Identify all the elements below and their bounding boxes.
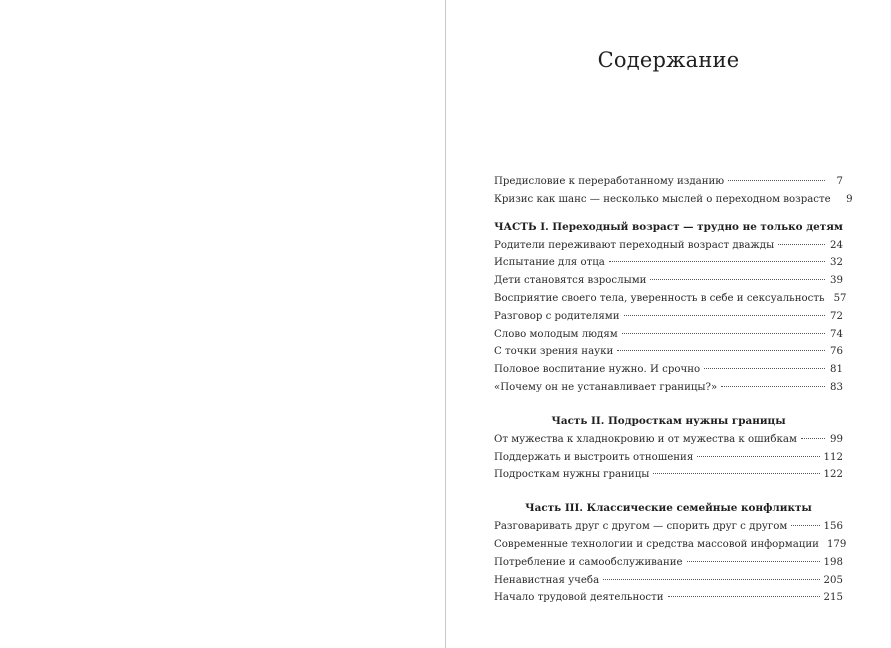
toc-entry[interactable] <box>494 326 843 344</box>
dot-leader <box>687 561 820 562</box>
toc-entry-page: 39 <box>830 275 843 287</box>
toc-entry-label: Разговаривать друг с другом — спорить друг с другом <box>494 521 788 533</box>
toc-entry[interactable] <box>494 449 843 467</box>
toc-entry-page: 122 <box>823 469 843 481</box>
right-page <box>446 0 891 648</box>
toc-entry-page: 81 <box>830 364 843 376</box>
toc-entry[interactable] <box>494 572 843 590</box>
toc-entry[interactable] <box>494 589 843 607</box>
toc-entry-label: Поддержать и выстроить отношения <box>494 451 694 463</box>
toc-entry-page: 198 <box>823 556 843 568</box>
dot-leader <box>791 525 819 526</box>
toc-entry-label: Слово молодым людям <box>494 328 618 340</box>
dot-leader <box>650 279 825 280</box>
dot-leader <box>721 386 825 387</box>
toc-entry[interactable] <box>494 308 843 326</box>
toc-entry[interactable] <box>494 254 843 272</box>
toc-entry-label: Родители переживают переходный возраст дважды <box>494 239 775 251</box>
part-heading: ЧАСТЬ I. Переходный возраст — трудно не только детям <box>494 220 843 233</box>
toc-entry-page: 72 <box>830 310 843 322</box>
toc-entry-page: 74 <box>830 328 843 340</box>
toc-entry-label: От мужества к хладнокровию и от мужества к ошибкам <box>494 433 797 445</box>
toc-entry-label: Предисловие к переработанному изданию <box>494 176 725 187</box>
dot-leader <box>622 333 825 334</box>
toc-entry-label: «Почему он не устанавливает границы?» <box>494 381 718 393</box>
toc-entry[interactable] <box>494 237 843 255</box>
toc-entry-page: 57 <box>833 292 847 304</box>
toc-entry[interactable] <box>494 536 847 554</box>
toc-entry[interactable] <box>494 290 847 308</box>
toc-entry-page: 205 <box>823 574 843 586</box>
toc-entry-label: Разговор с родителями <box>494 310 620 322</box>
left-page-blank <box>0 0 445 648</box>
toc-entry[interactable] <box>494 518 843 536</box>
toc-entry[interactable] <box>494 191 853 209</box>
toc-entry-label: Начало трудовой деятельности <box>494 592 664 604</box>
dot-leader <box>704 368 825 369</box>
page-title: Содержание <box>597 48 740 72</box>
dot-leader <box>603 579 819 580</box>
dot-leader <box>609 261 825 262</box>
toc-entry[interactable] <box>494 361 843 379</box>
part-heading: Часть II. Подросткам нужны границы <box>551 414 786 427</box>
toc-entry[interactable] <box>494 379 843 397</box>
toc-entry-page: 9 <box>846 193 853 205</box>
toc-entry-label: Потребление и самообслуживание <box>494 556 683 568</box>
dot-leader <box>801 438 825 439</box>
dot-leader <box>653 473 819 474</box>
toc-entry-page: 83 <box>830 381 843 393</box>
toc-entry-page: 99 <box>830 433 843 445</box>
toc-entry[interactable] <box>494 466 843 484</box>
toc-entry-page: 7 <box>836 176 843 187</box>
toc-entry[interactable] <box>494 343 843 361</box>
toc-entry-page: 32 <box>830 257 843 269</box>
toc-entry-label: Дети становятся взрослыми <box>494 275 647 287</box>
toc-entry-page: 76 <box>830 346 843 358</box>
dot-leader <box>617 350 825 351</box>
dot-leader <box>624 315 825 316</box>
toc-entry-label: Половое воспитание нужно. И срочно <box>494 364 701 376</box>
toc-entry[interactable] <box>494 173 843 191</box>
toc-entry[interactable] <box>494 272 843 290</box>
toc-entry-label: С точки зрения науки <box>494 346 614 358</box>
toc-entry-page: 215 <box>823 592 843 604</box>
table-of-contents <box>494 173 853 607</box>
dot-leader <box>697 456 819 457</box>
toc-entry-label: Восприятие своего тела, уверенность в себе и сексуальность <box>494 292 825 304</box>
toc-entry-label: Кризис как шанс — несколько мыслей о переходном возрасте <box>494 193 831 205</box>
toc-entry-page: 179 <box>826 538 847 550</box>
part-heading: Часть III. Классические семейные конфликты <box>525 502 812 515</box>
toc-entry-page: 24 <box>830 239 843 251</box>
toc-entry[interactable] <box>494 554 843 572</box>
toc-entry-label: Современные технологии и средства массовой информации <box>494 538 819 550</box>
dot-leader <box>668 596 820 597</box>
toc-entry[interactable] <box>494 431 843 449</box>
dot-leader <box>728 180 825 181</box>
toc-entry-page: 112 <box>823 451 843 463</box>
toc-entry-label: Ненавистная учеба <box>494 574 600 586</box>
toc-entry-label: Подросткам нужны границы <box>494 469 650 481</box>
toc-entry-page: 156 <box>823 521 843 533</box>
dot-leader <box>778 244 825 245</box>
toc-entry-label: Испытание для отца <box>494 257 605 269</box>
